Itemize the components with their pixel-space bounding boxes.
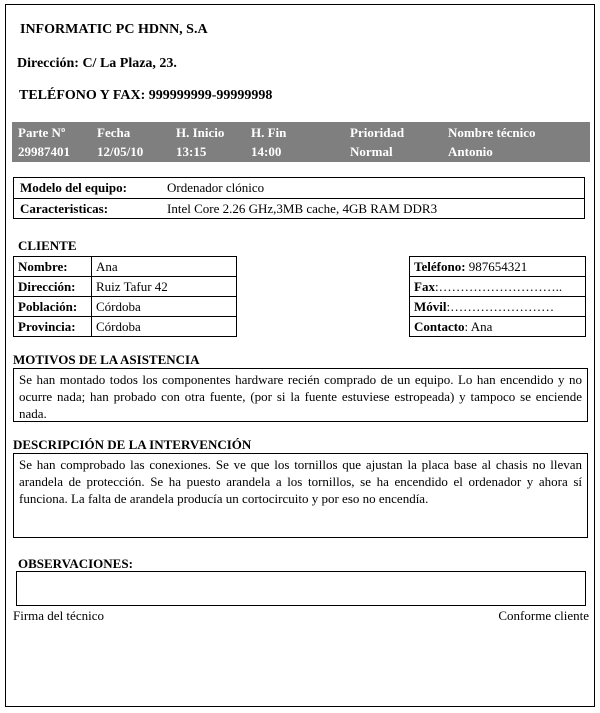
client-phone-label: Teléfono: xyxy=(414,258,466,274)
column-label: H. Inicio xyxy=(176,125,225,140)
client-mobile-label: Móvil xyxy=(414,298,447,314)
client-contact-table xyxy=(409,256,586,337)
column-value: 13:15 xyxy=(176,144,207,159)
client-mobile-cell xyxy=(410,297,586,317)
intervention-text: Se han comprobado las conexiones. Se ve que los tornillos que ajustan la placa base al chasis no llevan arandela de protección. Se ha puesto arandela a los tornillos, se ha encendido el ordenador y ahora sí funciona. La falta de arandela producía un cortocircuito y por eso no encendía. xyxy=(13,453,588,538)
client-contact-label: Contacto xyxy=(414,318,465,334)
reasons-text: Se han montado todos los componentes hardware recién comprado de un equipo. Lo han encendido y no ocurre nada; han probado con otra fuente, (por si la fuente estuviese estropeada) y tampoco se enciende nada. xyxy=(13,368,588,422)
table-row xyxy=(410,277,586,297)
equipment-specs-label: Caracteristicas: xyxy=(20,201,109,216)
client-fax-label: Fax xyxy=(414,278,435,294)
client-phone-cell xyxy=(410,257,586,277)
company-address: Dirección: C/ La Plaza, 23. xyxy=(17,56,177,71)
client-town-label: Población: xyxy=(14,297,92,317)
client-name-value: Ana xyxy=(92,257,237,277)
client-province-value: Córdoba xyxy=(92,317,237,337)
technician-signature-label: Firma del técnico xyxy=(13,608,104,623)
client-fax-cell xyxy=(410,277,586,297)
column-value: 14:00 xyxy=(251,144,282,159)
equipment-model-value: Ordenador clónico xyxy=(167,180,265,195)
client-section-title: CLIENTE xyxy=(18,238,77,253)
client-province-label: Provincia: xyxy=(14,317,92,337)
client-name-label: Nombre: xyxy=(14,257,92,277)
equipment-model-label: Modelo del equipo: xyxy=(20,180,127,195)
client-info-table xyxy=(13,256,237,337)
observations-section-title: OBSERVACIONES: xyxy=(18,556,133,571)
client-town-value: Córdoba xyxy=(92,297,237,317)
client-phone-value: 987654321 xyxy=(465,258,528,274)
reasons-section-title: MOTIVOS DE LA ASISTENCIA xyxy=(13,352,200,367)
client-contact-value: : Ana xyxy=(464,318,493,334)
column-label: Prioridad xyxy=(350,125,405,140)
job-header-band xyxy=(12,122,590,162)
intervention-section-title: DESCRIPCIÓN DE LA INTERVENCIÓN xyxy=(13,437,252,452)
column-value: 29987401 xyxy=(18,144,70,159)
equipment-specs-value: Intel Core 2.26 GHz,3MB cache, 4GB RAM DDR3 xyxy=(167,201,438,216)
column-label: Parte Nº xyxy=(18,125,66,140)
table-row xyxy=(14,257,237,277)
client-address-label: Dirección: xyxy=(14,277,92,297)
equipment-box xyxy=(13,177,585,219)
table-row xyxy=(410,257,586,277)
column-value: 12/05/10 xyxy=(97,144,144,159)
table-row xyxy=(14,317,237,337)
observations-field[interactable] xyxy=(16,571,586,606)
equipment-model-row xyxy=(14,178,584,199)
client-address-value: Ruiz Tafur 42 xyxy=(92,277,237,297)
client-fax-value: :……………………….. xyxy=(434,278,563,294)
table-row xyxy=(410,317,586,337)
company-name: INFORMATIC PC HDNN, S.A xyxy=(20,22,208,37)
column-value: Antonio xyxy=(448,144,493,159)
table-row xyxy=(410,297,586,317)
column-label: H. Fin xyxy=(251,125,287,140)
company-phone-fax: TELÉFONO Y FAX: 999999999-99999998 xyxy=(19,88,273,103)
column-label: Fecha xyxy=(97,125,131,140)
client-signature-label: Conforme cliente xyxy=(498,608,589,623)
equipment-specs-row xyxy=(14,199,584,219)
table-row xyxy=(14,277,237,297)
client-contact-cell xyxy=(410,317,586,337)
table-row xyxy=(14,297,237,317)
column-label: Nombre técnico xyxy=(448,125,536,140)
column-value: Normal xyxy=(350,144,393,159)
client-mobile-value: :…………………… xyxy=(446,298,555,314)
